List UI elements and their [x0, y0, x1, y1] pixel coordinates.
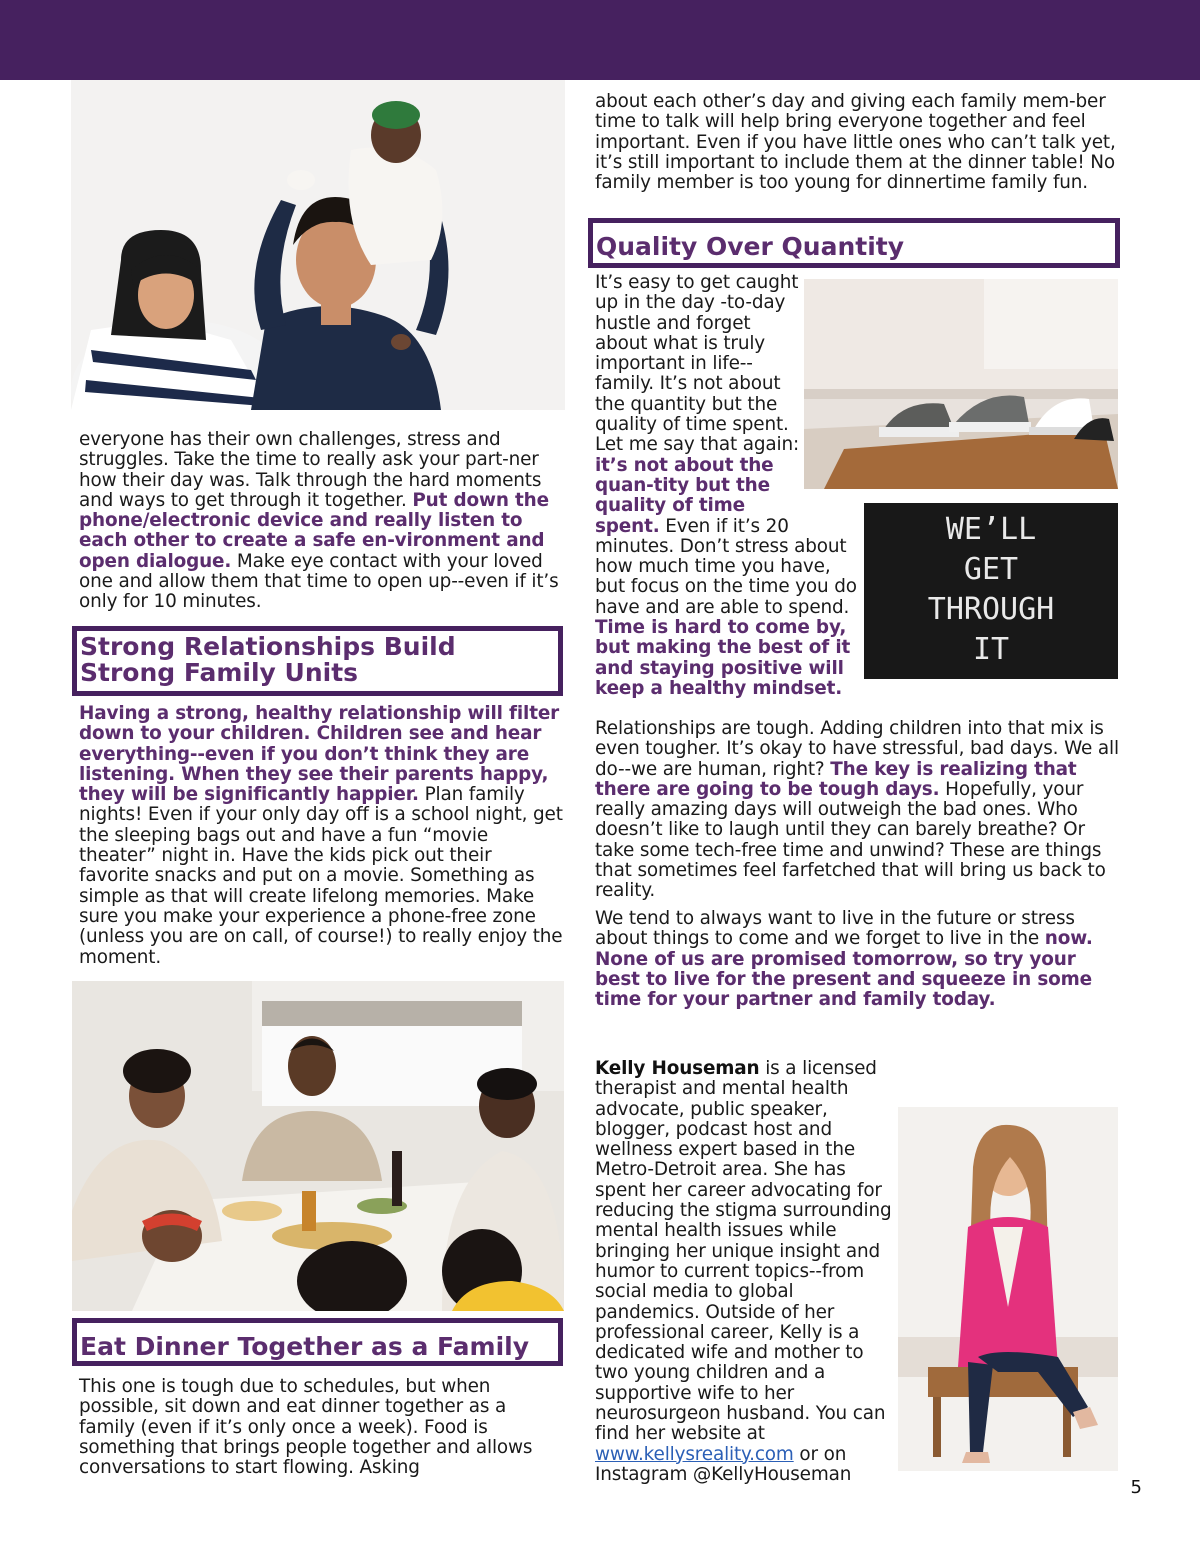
quality-highlight-1: it’s not about the quan-tity but the quality of time spent.	[595, 454, 774, 537]
author-name: Kelly Houseman	[595, 1058, 760, 1079]
continued-text: about each other’s day and giving each family mem-ber time to talk will help bring everyone together and feel important. Even if you have little ones who can’t talk yet, it’s still important to include them at the dinner table! No family member is too young for dinnertime family fun.	[595, 91, 1116, 194]
relationships-text: Plan family nights! Even if your only day off is a school night, get the sleeping bags out and have a fun “movie theater” night in. Have the kids pick out their favorite snacks and put on a movie. Something as simple as that will create lifelong memories. Make sure you make your experience a phone-free zone (unless you are on call, of course!) to really enjoy the moment.	[79, 784, 563, 968]
tough-text: Relationships are tough. Adding children into that mix is even tougher. It’s okay to have stressful, bad days. We all do--we are human, right?	[595, 718, 1119, 780]
continued-paragraph	[595, 92, 1120, 193]
tough-highlight: The key is realizing that there are going to be tough days.	[595, 758, 1077, 800]
intro-text-continued: Make eye contact with your loved one and allow them that time to open up--even if it’s only for 10 minutes.	[79, 550, 559, 613]
family-dinner-photo	[72, 981, 564, 1311]
page-number: 5	[1130, 1477, 1142, 1498]
chalk-line-2: GET	[963, 552, 1019, 587]
heading-quality-over-quantity: Quality Over Quantity	[588, 218, 1120, 268]
heading-strong-relationships: Strong Relationships Build Strong Family Units	[72, 626, 563, 696]
heading-eat-dinner: Eat Dinner Together as a Family	[72, 1318, 563, 1366]
quality-paragraph	[595, 273, 1120, 699]
quality-text-2: Even if it’s 20 minutes. Don’t stress about how much time you have, but focus on the time you do have and are able to spend.	[595, 515, 857, 618]
website-link[interactable]: www.kellysreality.com	[595, 1443, 794, 1465]
now-text: We tend to always want to live in the future or stress about things to come and we forget to live in the	[595, 908, 1075, 950]
bio-text: is a licensed therapist and mental health advocate, public speaker, blogger, podcast host and wellness expert based in the Metro-Detroit area. She has spent her career advocating for reducing the stigma surrounding mental health issues while bringing her unique insight and humor to current topics--from social media to global pandemics. Outside of her professional career, Kelly is a dedicated wife and mother to two young children and a supportive wife to her neurosurgeon husband. You can find her website at	[595, 1058, 892, 1445]
dinner-text: This one is tough due to schedules, but when possible, sit down and eat dinner together as a family (even if it’s only once a week). Food is something that brings people together and allows conversations to start flowing. Asking	[79, 1376, 533, 1479]
now-highlight: now. None of us are promised tomorrow, so try your best to live for the present and squeeze in some time for your partner and family today.	[595, 928, 1093, 1011]
chalk-line-3: THROUGH	[927, 592, 1055, 627]
bio-text-2: or on Instagram @KellyHouseman	[595, 1443, 852, 1485]
relationships-tough-paragraph	[595, 719, 1120, 902]
live-now-paragraph	[595, 909, 1120, 1010]
chalk-line-1: WE’LL	[945, 512, 1037, 547]
dinner-paragraph	[79, 1377, 565, 1478]
tough-text-2: Hopefully, your really amazing days will outweigh the bad ones. Who doesn’t like to laugh until they can barely breathe? Or take some tech-free time and unwind? These are things that sometimes feel farfetched that will bring us back to reality.	[595, 778, 1106, 902]
intro-highlight: Put down the phone/electronic device and really listen to each other to create a safe en-vironment and open dialogue.	[79, 489, 549, 572]
left-intro-paragraph	[79, 430, 565, 613]
header-bar	[0, 0, 1200, 80]
relationships-paragraph	[79, 704, 565, 968]
quality-highlight-2: Time is hard to come by, but making the best of it and staying positive will keep a healthy mindset.	[595, 617, 851, 699]
relationships-highlight: Having a strong, healthy relationship will filter down to your children. Children see and hear everything--even if you don’t think they are listening. When they see their parents happy, they will be significantly happier.	[79, 703, 560, 806]
family-photo	[71, 80, 565, 410]
intro-text: everyone has their own challenges, stress and struggles. Take the time to really ask your part-ner how their day was. Talk through the hard moments and ways to get through it together.	[79, 429, 542, 511]
quality-text: It’s easy to get caught up in the day -to-day hustle and forget about what is truly important in life--family. It’s not about the quantity but the quality of time spent. Let me say that again:	[595, 272, 800, 456]
author-bio	[595, 1059, 1120, 1519]
chalk-line-4: IT	[972, 632, 1010, 667]
